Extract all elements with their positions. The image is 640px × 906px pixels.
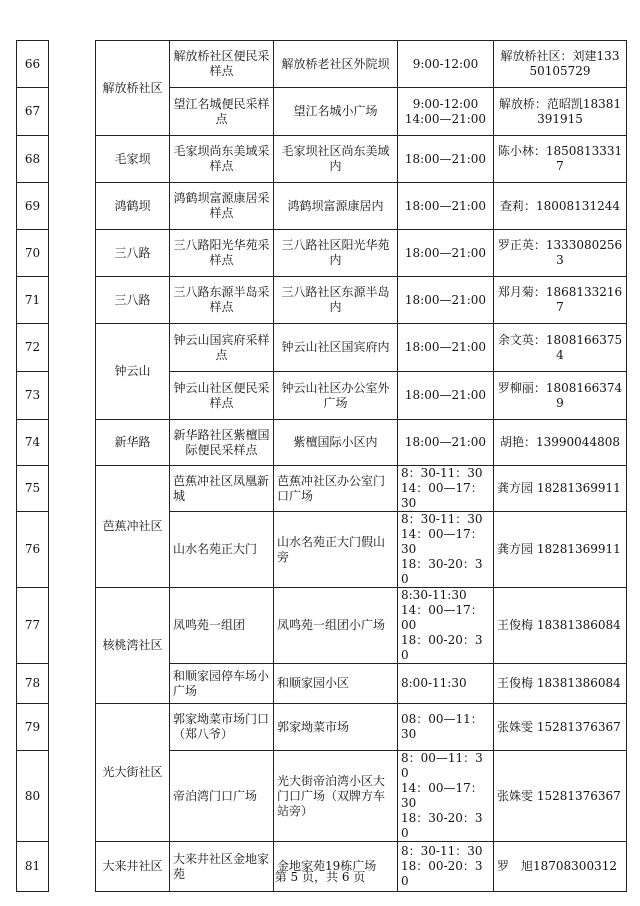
row-number: 67 (17, 88, 49, 136)
time-cell: 8：00—11：30 14：00—17：30 18：30-20：30 (398, 751, 494, 842)
community-cell: 芭蕉冲社区 (96, 466, 170, 588)
sampling-point-cell: 凤鸣苑一组团 (170, 588, 274, 664)
location-cell: 芭蕉冲社区办公室门口广场 (274, 466, 398, 512)
row-number: 78 (17, 664, 49, 704)
contact-cell: 查莉：18008131244 (494, 183, 627, 230)
sampling-point-cell: 新华路社区紫檀国际便民采样点 (170, 420, 274, 466)
sampling-point-cell: 郭家坳菜市场门口（郑八爷） (170, 704, 274, 751)
location-cell: 毛家坝社区尚东美域内 (274, 136, 398, 183)
location-cell: 三八路社区阳光华苑内 (274, 230, 398, 277)
location-cell: 凤鸣苑一组团小广场 (274, 588, 398, 664)
area-cell (49, 41, 96, 466)
time-cell: 9:00-12:00 (398, 41, 494, 88)
sampling-point-cell: 钟云山社区便民采样点 (170, 372, 274, 420)
location-cell: 三八路社区东源半岛内 (274, 277, 398, 324)
sampling-point-cell: 芭蕉冲社区凤凰新城 (170, 466, 274, 512)
table-row (17, 136, 627, 183)
row-number: 73 (17, 372, 49, 420)
sampling-point-cell: 大来井社区金地家苑 (170, 842, 274, 892)
sampling-point-cell: 三八路阳光华苑采样点 (170, 230, 274, 277)
row-number: 70 (17, 230, 49, 277)
area-cell (49, 466, 96, 892)
sampling-point-cell: 鸿鹤坝富源康居采样点 (170, 183, 274, 230)
contact-cell: 张姝雯 15281376367 (494, 751, 627, 842)
location-cell: 解放桥老社区外院坝 (274, 41, 398, 88)
contact-cell: 罗 旭18708300312 (494, 842, 627, 892)
table-row (17, 230, 627, 277)
contact-cell: 龚方园 18281369911 (494, 512, 627, 588)
time-cell: 18:00—21:00 (398, 183, 494, 230)
community-cell: 三八路 (96, 230, 170, 277)
sampling-point-cell: 望江名城便民采样点 (170, 88, 274, 136)
sampling-points-table (16, 40, 627, 892)
sampling-point-cell: 帝泊湾门口广场 (170, 751, 274, 842)
location-cell: 紫檀国际小区内 (274, 420, 398, 466)
contact-cell: 王俊梅 18381386084 (494, 664, 627, 704)
location-cell: 钟云山社区办公室外广场 (274, 372, 398, 420)
page-footer: 第 5 页，共 6 页 (274, 870, 366, 884)
contact-cell: 胡艳：13990044808 (494, 420, 627, 466)
time-cell: 18:00—21:00 (398, 372, 494, 420)
table-row (17, 588, 627, 664)
table-row (17, 183, 627, 230)
time-cell: 18:00—21:00 (398, 324, 494, 372)
location-cell: 钟云山社区国宾府内 (274, 324, 398, 372)
sampling-point-cell: 毛家坝尚东美域采样点 (170, 136, 274, 183)
table-row (17, 704, 627, 751)
sampling-point-cell: 山水名苑正大门 (170, 512, 274, 588)
location-cell: 郭家坳菜市场 (274, 704, 398, 751)
time-cell: 8:30-11:30 14：00—17：00 18：00-20：30 (398, 588, 494, 664)
location-cell: 光大街帝泊湾小区大门口广场（双牌方车站旁） (274, 751, 398, 842)
row-number: 71 (17, 277, 49, 324)
row-number: 72 (17, 324, 49, 372)
sampling-point-cell: 三八路东源半岛采样点 (170, 277, 274, 324)
contact-cell: 王俊梅 18381386084 (494, 588, 627, 664)
contact-cell: 张姝雯 15281376367 (494, 704, 627, 751)
table-row (17, 277, 627, 324)
time-cell: 18:00—21:00 (398, 230, 494, 277)
row-number: 69 (17, 183, 49, 230)
row-number: 68 (17, 136, 49, 183)
row-number: 79 (17, 704, 49, 751)
community-cell: 毛家坝 (96, 136, 170, 183)
contact-cell: 解放桥社区：刘建13350105729 (494, 41, 627, 88)
location-cell: 望江名城小广场 (274, 88, 398, 136)
time-cell: 18:00—21:00 (398, 277, 494, 324)
row-number: 77 (17, 588, 49, 664)
community-cell: 鸿鹤坝 (96, 183, 170, 230)
contact-cell: 罗正英：13330802563 (494, 230, 627, 277)
location-cell: 金地家苑19栋广场 (274, 842, 398, 892)
time-cell: 18:00—21:00 (398, 136, 494, 183)
location-cell: 山水名苑正大门假山旁 (274, 512, 398, 588)
contact-cell: 余文英：18081663754 (494, 324, 627, 372)
row-number: 81 (17, 842, 49, 892)
contact-cell: 郑月菊：18681332167 (494, 277, 627, 324)
community-cell: 新华路 (96, 420, 170, 466)
row-number: 74 (17, 420, 49, 466)
table-row (17, 324, 627, 372)
time-cell: 18:00—21:00 (398, 420, 494, 466)
location-cell: 鸿鹤坝富源康居内 (274, 183, 398, 230)
table-row (17, 41, 627, 88)
time-cell: 9:00-12:00 14:00—21:00 (398, 88, 494, 136)
time-cell: 8:00-11:30 (398, 664, 494, 704)
sampling-point-cell: 和顺家园停车场小广场 (170, 664, 274, 704)
time-cell: 8：30-11：30 14：00—17：30 (398, 466, 494, 512)
row-number: 80 (17, 751, 49, 842)
community-cell: 解放桥社区 (96, 41, 170, 136)
sampling-point-cell: 解放桥社区便民采样点 (170, 41, 274, 88)
time-cell: 08：00—11：30 (398, 704, 494, 751)
table-row (17, 466, 627, 512)
location-cell: 和顺家园小区 (274, 664, 398, 704)
time-cell: 8：30-11：30 14：00—17：30 18：30-20：30 (398, 512, 494, 588)
community-cell: 钟云山 (96, 324, 170, 420)
community-cell: 三八路 (96, 277, 170, 324)
contact-cell: 解放桥：范昭凯18381391915 (494, 88, 627, 136)
sampling-point-cell: 钟云山国宾府采样点 (170, 324, 274, 372)
row-number: 75 (17, 466, 49, 512)
community-cell: 光大街社区 (96, 704, 170, 842)
row-number: 66 (17, 41, 49, 88)
time-cell: 8：30-11：30 18：00-20：30 (398, 842, 494, 892)
contact-cell: 龚方园 18281369911 (494, 466, 627, 512)
row-number: 76 (17, 512, 49, 588)
community-cell: 大来井社区 (96, 842, 170, 892)
table-row (17, 420, 627, 466)
contact-cell: 罗柳丽：18081663749 (494, 372, 627, 420)
community-cell: 核桃湾社区 (96, 588, 170, 704)
contact-cell: 陈小林：18508133317 (494, 136, 627, 183)
